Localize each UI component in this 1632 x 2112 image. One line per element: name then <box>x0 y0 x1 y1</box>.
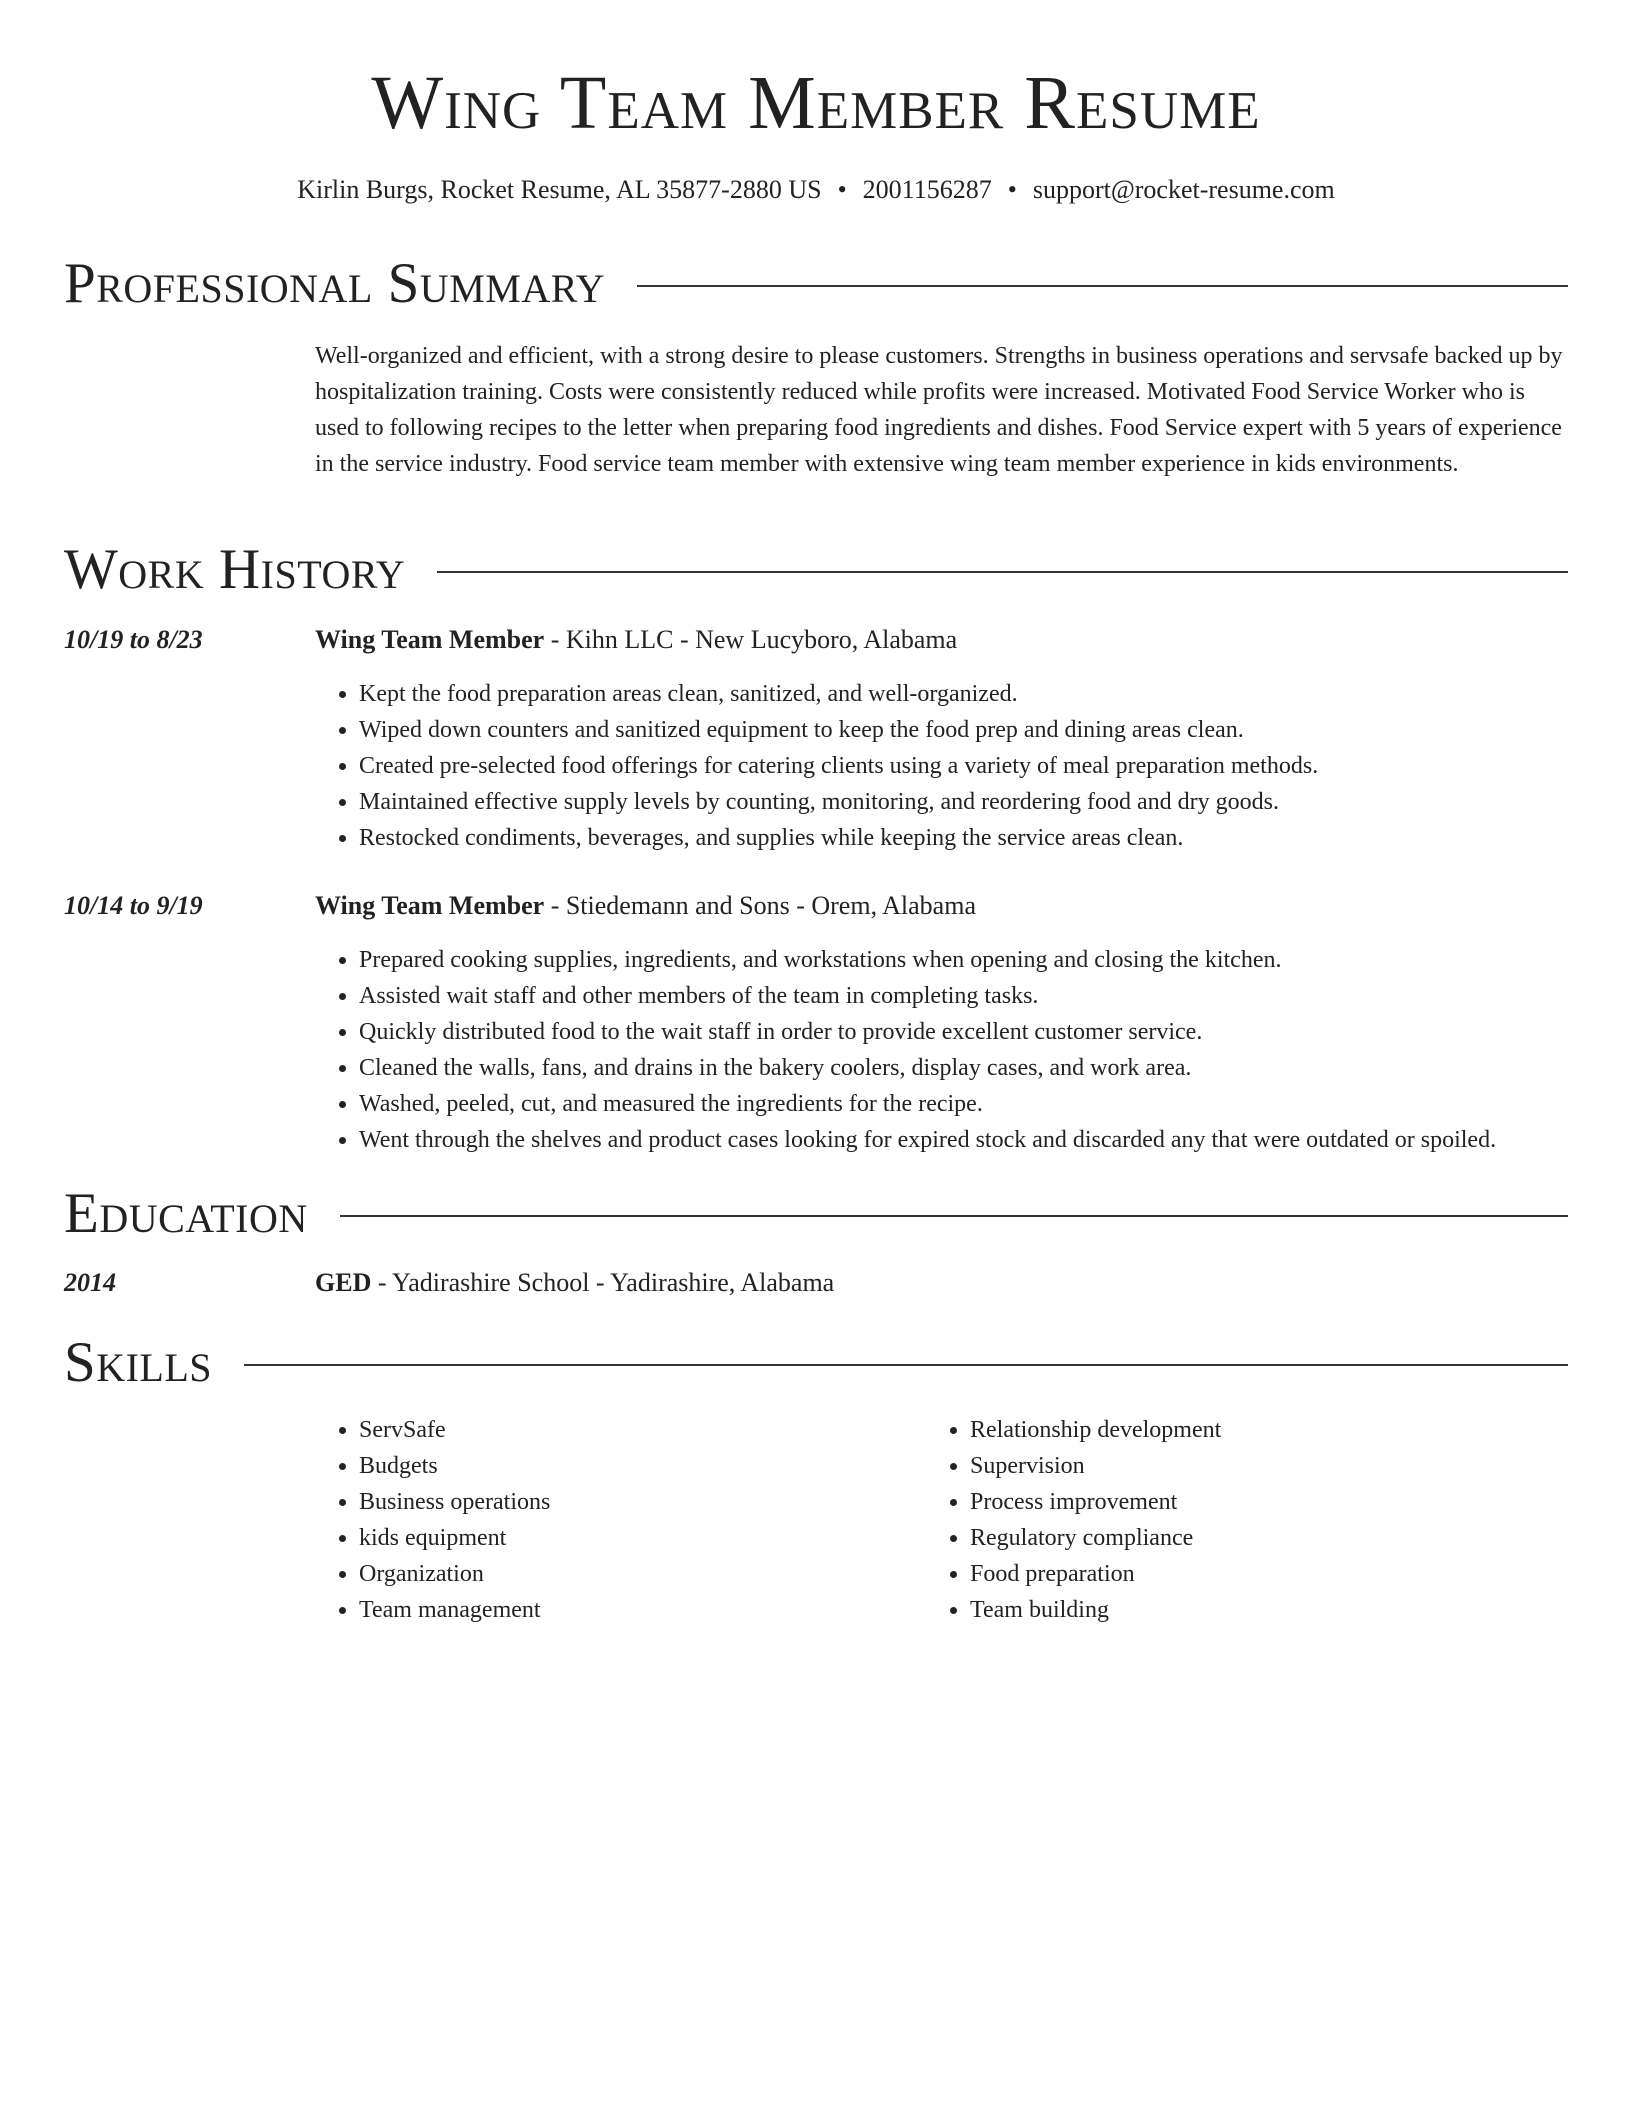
job-dates: 10/14 to 9/19 <box>64 891 203 920</box>
section-divider <box>637 285 1568 287</box>
contact-address: Kirlin Burgs, Rocket Resume, AL 35877-2880 US <box>297 175 822 204</box>
summary-section-header <box>64 249 1568 319</box>
section-divider <box>340 1215 1568 1217</box>
skill-item: • ServSafe <box>359 1412 919 1448</box>
job-dates: 10/19 to 8/23 <box>64 625 203 654</box>
skill-item: • kids equipment <box>359 1520 919 1556</box>
work-history-section-header <box>64 535 1568 605</box>
skill-item: • Budgets <box>359 1448 919 1484</box>
education-heading-line <box>315 1266 1568 1300</box>
skill-item: • Food preparation <box>970 1556 1570 1592</box>
job-bullet: • Restocked condiments, beverages, and supplies while keeping the service areas clean. <box>359 820 1592 856</box>
job-bullet: • Quickly distributed food to the wait staff in order to provide excellent customer service. <box>359 1014 1592 1050</box>
job-bullet: • Maintained effective supply levels by counting, monitoring, and reordering food and dry goods. <box>359 784 1592 820</box>
skill-item: • Business operations <box>359 1484 919 1520</box>
education-section-header <box>64 1179 1568 1249</box>
job-bullet: • Assisted wait staff and other members of the team in completing tasks. <box>359 978 1592 1014</box>
summary-text: Well-organized and efficient, with a strong desire to please customers. Strengths in business operations and servsafe backed up by hospitalization training. Costs were consistently reduced while profits were increased. Motivated Food Service Worker who is used to following recipes to the letter when preparing food ingredients and dishes. Food Service expert with 5 years of experience in the service industry. Food service team member with extensive wing team member experience in kids environments. <box>315 343 1563 477</box>
contact-email[interactable]: support@rocket-resume.com <box>1032 175 1335 204</box>
contact-phone: 2001156287 <box>862 175 992 204</box>
job-bullet: • Cleaned the walls, fans, and drains in the bakery coolers, display cases, and work area. <box>359 1050 1592 1086</box>
skill-item: • Organization <box>359 1556 919 1592</box>
job-bullet: • Created pre-selected food offerings for catering clients using a variety of meal preparation methods. <box>359 748 1592 784</box>
job-title: Wing Team Member <box>315 891 545 920</box>
resume-title: Wing Team Member Resume <box>371 61 1261 145</box>
section-divider <box>437 571 1568 573</box>
education-details: - Yadirashire School - Yadirashire, Alabama <box>371 1268 835 1297</box>
job-details: - Stiedemann and Sons - Orem, Alabama <box>544 891 976 920</box>
education-year: 2014 <box>64 1268 116 1297</box>
contact-separator: • <box>837 175 847 204</box>
skill-item: • Relationship development <box>970 1412 1570 1448</box>
summary-heading: Professional Summary <box>64 252 606 315</box>
job-bullet: • Washed, peeled, cut, and measured the ingredients for the recipe. <box>359 1086 1592 1122</box>
job-bullet: • Went through the shelves and product cases looking for expired stock and discarded any that were outdated or spoiled. <box>359 1122 1592 1158</box>
job-bullet: • Kept the food preparation areas clean, sanitized, and well-organized. <box>359 676 1592 712</box>
contact-separator: • <box>1007 175 1017 204</box>
skills-list-left <box>315 1412 919 1628</box>
job-bullet: • Prepared cooking supplies, ingredients, and workstations when opening and closing the kitchen. <box>359 942 1592 978</box>
job-bullet-list <box>315 676 1592 856</box>
skills-heading: Skills <box>64 1331 213 1394</box>
skill-item: • Supervision <box>970 1448 1570 1484</box>
work-history-heading: Work History <box>64 538 406 601</box>
job-bullet: • Wiped down counters and sanitized equipment to keep the food prep and dining areas clean. <box>359 712 1592 748</box>
job-details: - Kihn LLC - New Lucyboro, Alabama <box>544 625 958 654</box>
job-heading <box>315 623 1568 657</box>
education-heading: Education <box>64 1182 308 1245</box>
skills-list-right <box>926 1412 1570 1628</box>
skill-item: • Regulatory compliance <box>970 1520 1570 1556</box>
section-divider <box>244 1364 1568 1366</box>
skill-item: • Team building <box>970 1592 1570 1628</box>
job-title: Wing Team Member <box>315 625 545 654</box>
skill-item: • Process improvement <box>970 1484 1570 1520</box>
contact-line <box>0 173 1632 207</box>
skill-item: • Team management <box>359 1592 919 1628</box>
job-bullet-list <box>315 942 1592 1158</box>
education-degree: GED <box>315 1268 372 1297</box>
job-heading <box>315 889 1568 923</box>
skills-section-header <box>64 1328 1568 1398</box>
